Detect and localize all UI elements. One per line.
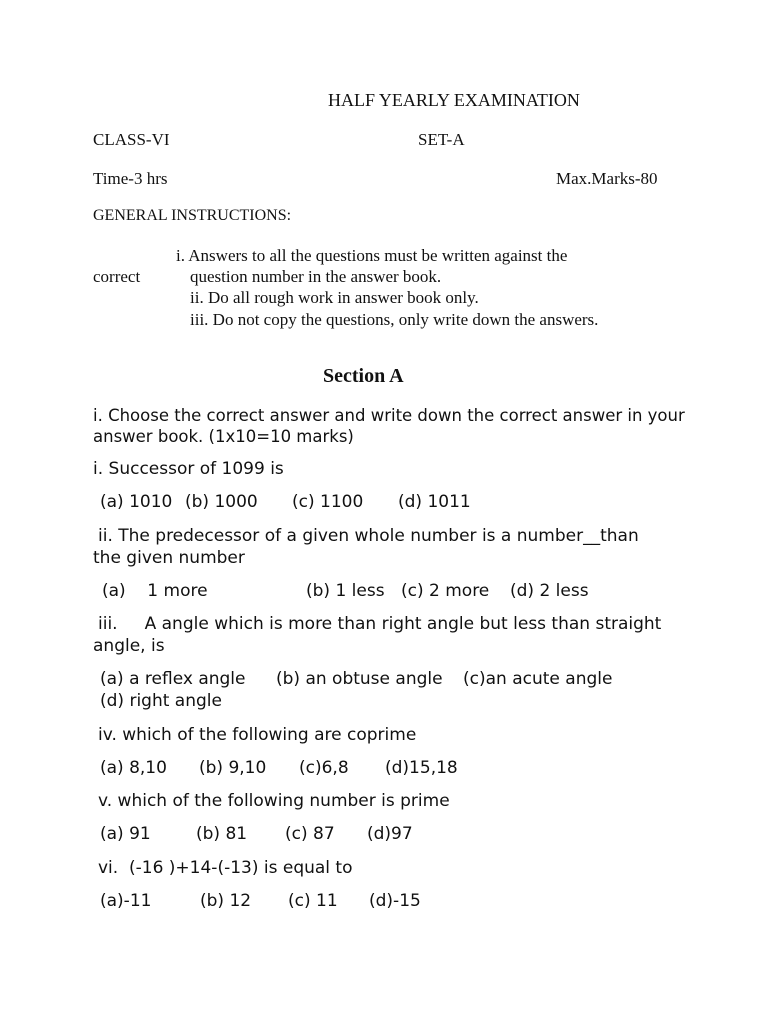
q5-option-a: (a) 91 (100, 824, 151, 844)
question-2-line-2: the given number (93, 548, 245, 568)
exam-title: HALF YEARLY EXAMINATION (328, 90, 580, 110)
question-1: i. Successor of 1099 is (93, 459, 284, 479)
section-a-title: Section A (323, 365, 404, 387)
instruction-1-correct: correct (93, 267, 141, 286)
question-5: v. which of the following number is prime (98, 791, 450, 811)
q6-option-d: (d)-15 (369, 891, 421, 911)
set-label: SET-A (418, 130, 465, 149)
max-marks-label: Max.Marks-80 (556, 169, 658, 188)
q5-option-c: (c) 87 (285, 824, 335, 844)
q2-option-a: (a) 1 more (102, 581, 208, 601)
q2-option-c: (c) 2 more (401, 581, 490, 601)
question-4: iv. which of the following are coprime (98, 725, 417, 745)
instruction-1-continued: question number in the answer book. (190, 267, 442, 286)
q6-option-a: (a)-11 (100, 891, 152, 911)
question-3-line-2: angle, is (93, 636, 165, 656)
q4-option-d: (d)15,18 (385, 758, 458, 778)
section-a-intro-line-1: i. Choose the correct answer and write down the correct answer in your (93, 406, 685, 425)
q5-option-d: (d)97 (367, 824, 413, 844)
q1-option-b: (b) 1000 (185, 492, 258, 512)
q3-option-a: (a) a reflex angle (100, 669, 246, 689)
instruction-3: iii. Do not copy the questions, only write down the answers. (190, 310, 599, 329)
q1-option-a: (a) 1010 (100, 492, 173, 512)
q1-option-d: (d) 1011 (398, 492, 471, 512)
class-label: CLASS-VI (93, 130, 170, 149)
section-a-intro-line-2: answer book. (1x10=10 marks) (93, 427, 354, 446)
q4-option-b: (b) 9,10 (199, 758, 267, 778)
q2-option-b: (b) 1 less (306, 581, 385, 601)
q4-option-c: (c)6,8 (299, 758, 349, 778)
q4-option-a: (a) 8,10 (100, 758, 167, 778)
question-2-line-1: ii. The predecessor of a given whole number is a number__than (98, 526, 639, 546)
q3-option-d: (d) right angle (100, 691, 222, 711)
question-3-line-1: iii. A angle which is more than right angle but less than straight (98, 614, 662, 634)
q6-option-c: (c) 11 (288, 891, 338, 911)
q2-option-d: (d) 2 less (510, 581, 589, 601)
instruction-2: ii. Do all rough work in answer book only. (190, 288, 479, 307)
q3-option-c: (c)an acute angle (463, 669, 613, 689)
instructions-heading: GENERAL INSTRUCTIONS: (93, 207, 292, 224)
q1-option-c: (c) 1100 (292, 492, 364, 512)
q5-option-b: (b) 81 (196, 824, 248, 844)
instruction-1: i. Answers to all the questions must be written against the (176, 246, 568, 265)
time-label: Time-3 hrs (93, 169, 168, 188)
q6-option-b: (b) 12 (200, 891, 252, 911)
question-6: vi. (-16 )+14-(-13) is equal to (98, 858, 353, 878)
q3-option-b: (b) an obtuse angle (276, 669, 443, 689)
